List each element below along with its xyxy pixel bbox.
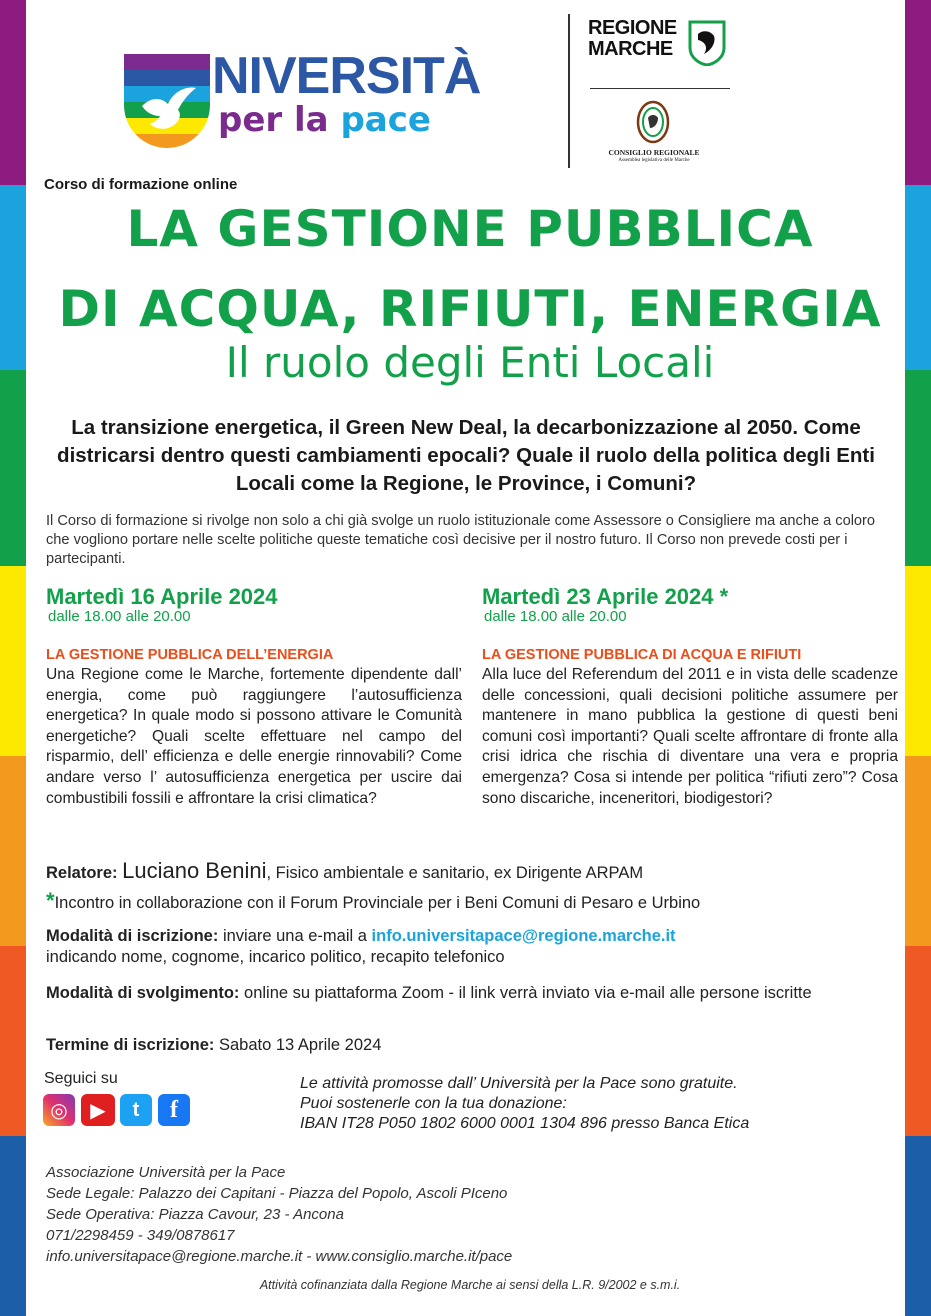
rainbow-stripe-right	[905, 0, 931, 1316]
regione-marche-shield-icon	[688, 20, 726, 66]
speaker-line: Relatore: Luciano Benini, Fisico ambientale e sanitario, ex Dirigente ARPAM	[46, 858, 644, 883]
instagram-icon[interactable]: ◎	[43, 1094, 75, 1126]
consiglio-label: CONSIGLIO REGIONALE	[608, 148, 700, 157]
session-date: Martedì 16 Aprile 2024	[46, 584, 278, 609]
main-title-line2: DI ACQUA, RIFIUTI, ENERGIA	[58, 280, 882, 338]
youtube-icon[interactable]: ▶	[81, 1094, 115, 1126]
session-title: LA GESTIONE PUBBLICA DELL’ENERGIA	[46, 647, 334, 663]
session-title: LA GESTIONE PUBBLICA DI ACQUA E RIFIUTI	[482, 647, 802, 663]
follow-label: Seguici su	[44, 1070, 118, 1087]
intro-paragraph: Il Corso di formazione si rivolge non solo a chi già svolge un ruolo istituzionale come Assessore o Consigliere ma anche a coloro che vogliono portare nelle scelte politiche queste tematiche così decisive per il nostro futuro. Il Corso non prevede costi per i partecipanti.	[46, 513, 876, 567]
session-body: Una Regione come le Marche, fortemente dipendente dall’ energia, come può raggiungere l’autosufficienza energetica? In quale modo si possono attivare le Comunità energetiche? Quali scelte effettuare nel campo del risparmio, dell’ efficienza e delle energie rinnovabili? Come andare verso l’ autosufficienza energetica per uscire dai combustibili fossili e affrontare la crisi climatica?	[46, 666, 462, 807]
donation-info: Le attività promosse dall’ Università per la Pace sono gratuite. Puoi sostenerle con la tua donazione: IBAN IT28 P050 1802 6000 0001 1304 896 presso Banca Etica	[300, 1075, 750, 1132]
deadline-info: Termine di iscrizione: Sabato 13 Aprile 2024	[46, 1036, 382, 1054]
session-date: Martedì 23 Aprile 2024 *	[482, 584, 729, 609]
main-title-line1: LA GESTIONE PUBBLICA	[126, 200, 814, 258]
main-subtitle: Il ruolo degli Enti Locali	[225, 338, 715, 387]
lead-paragraph: La transizione energetica, il Green New Deal, la decarbonizzazione al 2050. Come districarsi dentro questi cambiamenti epocali? Quale il ruolo della politica degli Enti Locali come la Regione, le Province, i Comuni?	[57, 416, 875, 495]
partner-divider	[590, 88, 730, 89]
footer-note: Attività cofinanziata dalla Regione Marche ai sensi della L.R. 9/2002 e s.m.i.	[259, 1278, 681, 1292]
session-time: dalle 18.00 alle 20.00	[484, 608, 627, 625]
logo-title: NIVERSITÀ	[212, 47, 481, 105]
dove-icon	[138, 84, 198, 132]
course-kicker: Corso di formazione online	[44, 176, 238, 193]
consiglio-seal-icon	[636, 100, 670, 144]
association-address: Associazione Università per la Pace Sede Legale: Palazzo dei Capitani - Piazza del Popolo, Ascoli PIceno Sede Operativa: Piazza Cavour, 23 - Ancona 071/2298459 - 349/0878617 info.universitapace@regione.marche.it - www.consiglio.marche.it/pace	[46, 1164, 513, 1265]
speaker-name: Luciano Benini	[122, 858, 267, 883]
twitter-icon[interactable]: t	[120, 1094, 152, 1126]
universita-logo	[120, 40, 550, 160]
consiglio-sublabel: Assemblea legislativa delle Marche	[618, 158, 690, 163]
format-info: Modalità di svolgimento: online su piattaforma Zoom - il link verrà inviato via e-mail alle persone iscritte	[46, 984, 812, 1002]
header-divider	[568, 14, 570, 168]
session-time: dalle 18.00 alle 20.00	[48, 608, 191, 625]
regione-marche-logo-text: REGIONE MARCHE	[588, 17, 677, 60]
session-1	[46, 584, 462, 809]
rainbow-stripe-left	[0, 0, 26, 1316]
session-body: Alla luce del Referendum del 2011 e in vista delle scadenze delle concessioni, quali decisioni politiche assumere per mantenere in mano pubblica la gestione di questi beni comuni così importanti? Quali scelte affrontare di fronte alla crisi idrica che rischia di diventare una vera e propria emergenza? Cosa si intende per politica “rifiuti zero”? Cosa sono discariche, inceneritori, biodigestori?	[482, 666, 898, 807]
session-2	[482, 584, 898, 809]
logo-subtitle: per la pace	[218, 100, 431, 140]
facebook-icon[interactable]: f	[158, 1094, 190, 1126]
collaboration-note: *Incontro in collaborazione con il Forum Provinciale per i Beni Comuni di Pesaro e Urbino	[46, 888, 701, 913]
registration-info: Modalità di iscrizione: inviare una e-mail a info.universitapace@regione.marche.it indicando nome, cognome, incarico politico, recapito telefonico	[46, 927, 676, 966]
registration-email-link[interactable]: info.universitapace@regione.marche.it	[371, 927, 676, 945]
